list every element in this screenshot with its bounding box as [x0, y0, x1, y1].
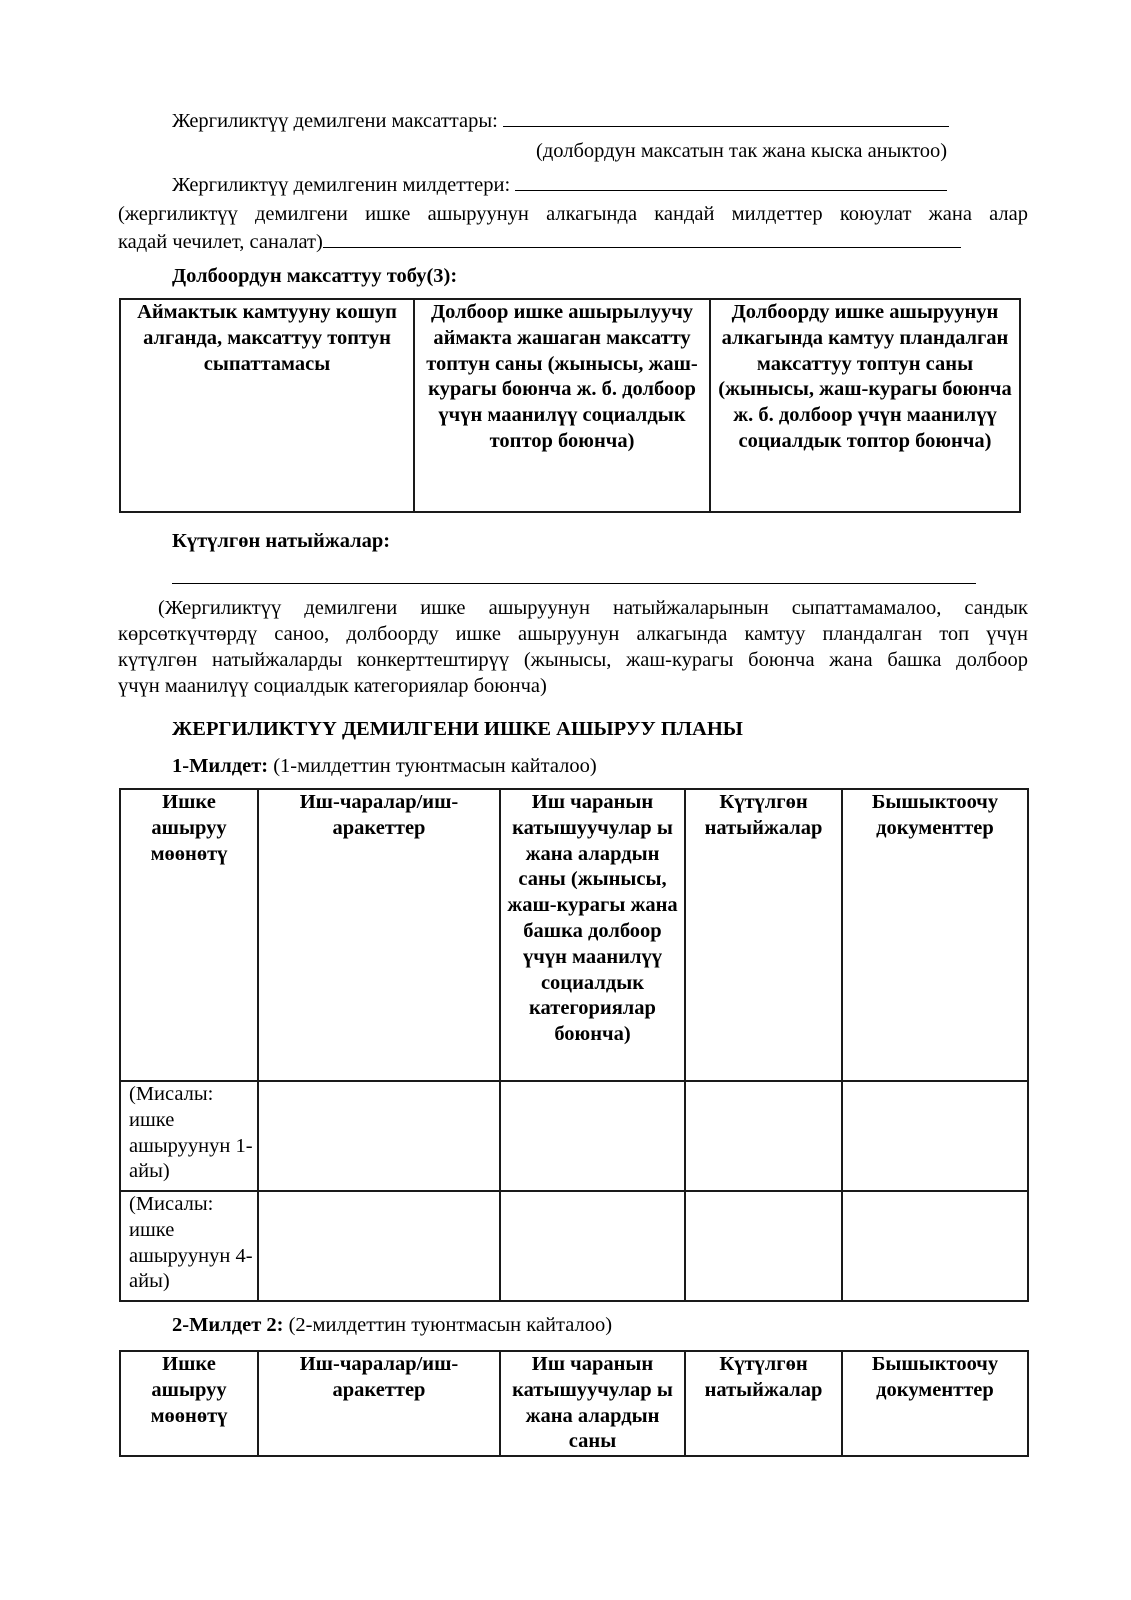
- target-col-planned-coverage: Долбоорду ишке ашыруунун алкагында камтуу пландалган максаттуу топтун саны (жынысы, жаш-курагы боюнча ж. б. долбоор үчүн маанилүү социалдык топтор боюнча): [710, 299, 1020, 512]
- tasks-label: Жергиликтүү демилгенин милдеттери:: [172, 174, 511, 196]
- col-expected-results: Күтүлгөн натыйжалар: [685, 1351, 842, 1456]
- table-row: [120, 299, 1020, 512]
- col-supporting-documents: Бышыктоочу документтер: [842, 789, 1028, 1081]
- task2-heading: [172, 1312, 612, 1338]
- tasks-hint-line1: (жергиликтүү демилгени ишке ашыруунун алкагында кандай милдеттер коюулат жана алар: [118, 203, 1028, 225]
- tasks-input-line-2[interactable]: [323, 227, 961, 248]
- target-group-title: Долбоордун максаттуу тобу(3):: [172, 265, 458, 287]
- col-participants: Иш чаранын катышуучулар ы жана алардын саны (жынысы, жаш-курагы жана башка долбоор үчүн маанилүү социалдык категориялар боюнча): [500, 789, 685, 1081]
- tasks-hint-line2-wrap: [118, 227, 961, 255]
- goals-hint: (долбордун максатын так жана кыска аныктоо): [536, 140, 948, 162]
- tasks-input-line[interactable]: [515, 170, 947, 191]
- cell-participants[interactable]: [500, 1081, 685, 1191]
- col-timeline: Ишке ашыруу мөөнөтү: [120, 1351, 258, 1456]
- target-group-table: [119, 298, 1021, 513]
- row-timeline: (Мисалы: ишке ашыруунун 1-айы): [120, 1081, 258, 1191]
- tasks-field: [172, 170, 947, 198]
- task1-hint: (1-милдеттин туюнтмасын кайталоо): [273, 755, 597, 777]
- table-row: [120, 1081, 1028, 1191]
- table-header-row: [120, 1351, 1028, 1456]
- col-activities: Иш-чаралар/иш-аракеттер: [258, 789, 500, 1081]
- plan-title: ЖЕРГИЛИКТҮҮ ДЕМИЛГЕНИ ИШКЕ АШЫРУУ ПЛАНЫ: [172, 718, 743, 740]
- cell-expected-results[interactable]: [685, 1081, 842, 1191]
- target-col-description: Аймактык камтууну кошуп алганда, максаттуу топтун сыпаттамасы: [120, 299, 414, 512]
- task2-label: 2-Милдет 2:: [172, 1314, 284, 1336]
- cell-supporting-documents[interactable]: [842, 1081, 1028, 1191]
- cell-participants[interactable]: [500, 1191, 685, 1301]
- col-timeline: Ишке ашыруу мөөнөтү: [120, 789, 258, 1081]
- task2-plan-table: [119, 1350, 1029, 1457]
- col-expected-results: Күтүлгөн натыйжалар: [685, 789, 842, 1081]
- target-col-population: Долбоор ишке ашырылуучу аймакта жашаган максатту топтун саны (жынысы, жаш-курагы боюнча ж. б. долбоор үчүн маанилүү социалдык топтор боюнча): [414, 299, 710, 512]
- col-activities: Иш-чаралар/иш-аракеттер: [258, 1351, 500, 1456]
- task1-label: 1-Милдет:: [172, 755, 269, 777]
- table-header-row: [120, 789, 1028, 1081]
- cell-activities[interactable]: [258, 1081, 500, 1191]
- tasks-hint-line2: кадай чечилет, саналат): [118, 231, 323, 253]
- expected-results-hint-line: үчүн маанилүү социалдык категориялар боюнча): [118, 675, 547, 697]
- task2-hint: (2-милдеттин туюнтмасын кайталоо): [288, 1314, 613, 1336]
- goals-input-line[interactable]: [503, 106, 949, 127]
- cell-activities[interactable]: [258, 1191, 500, 1301]
- expected-results-hint-line: күтүлгөн натыйжаларды конкерттештирүү (жынысы, жаш-курагы боюнча жана башка долбоор: [118, 649, 1028, 671]
- table-row: [120, 1191, 1028, 1301]
- col-supporting-documents: Бышыктоочу документтер: [842, 1351, 1028, 1456]
- task1-plan-table: [119, 788, 1029, 1302]
- expected-results-title: Күтүлгөн натыйжалар:: [172, 530, 391, 552]
- cell-expected-results[interactable]: [685, 1191, 842, 1301]
- expected-results-hint-line: көрсөткүчтөрдү саноо, долбоорду ишке ашыруунун алкагында камтуу пландалган топ үчүн: [118, 623, 1028, 645]
- cell-supporting-documents[interactable]: [842, 1191, 1028, 1301]
- expected-results-input-line[interactable]: [172, 563, 976, 584]
- expected-results-hint-line: (Жергиликтүү демилгени ишке ашыруунун натыйжаларынын сыпаттамамалоо, сандык: [158, 597, 1028, 619]
- goals-field: [172, 106, 949, 134]
- row-timeline: (Мисалы: ишке ашыруунун 4-айы): [120, 1191, 258, 1301]
- goals-label: Жергиликтүү демилгени максаттары:: [172, 110, 498, 132]
- task1-heading: [172, 753, 597, 779]
- col-participants: Иш чаранын катышуучулар ы жана алардын саны: [500, 1351, 685, 1456]
